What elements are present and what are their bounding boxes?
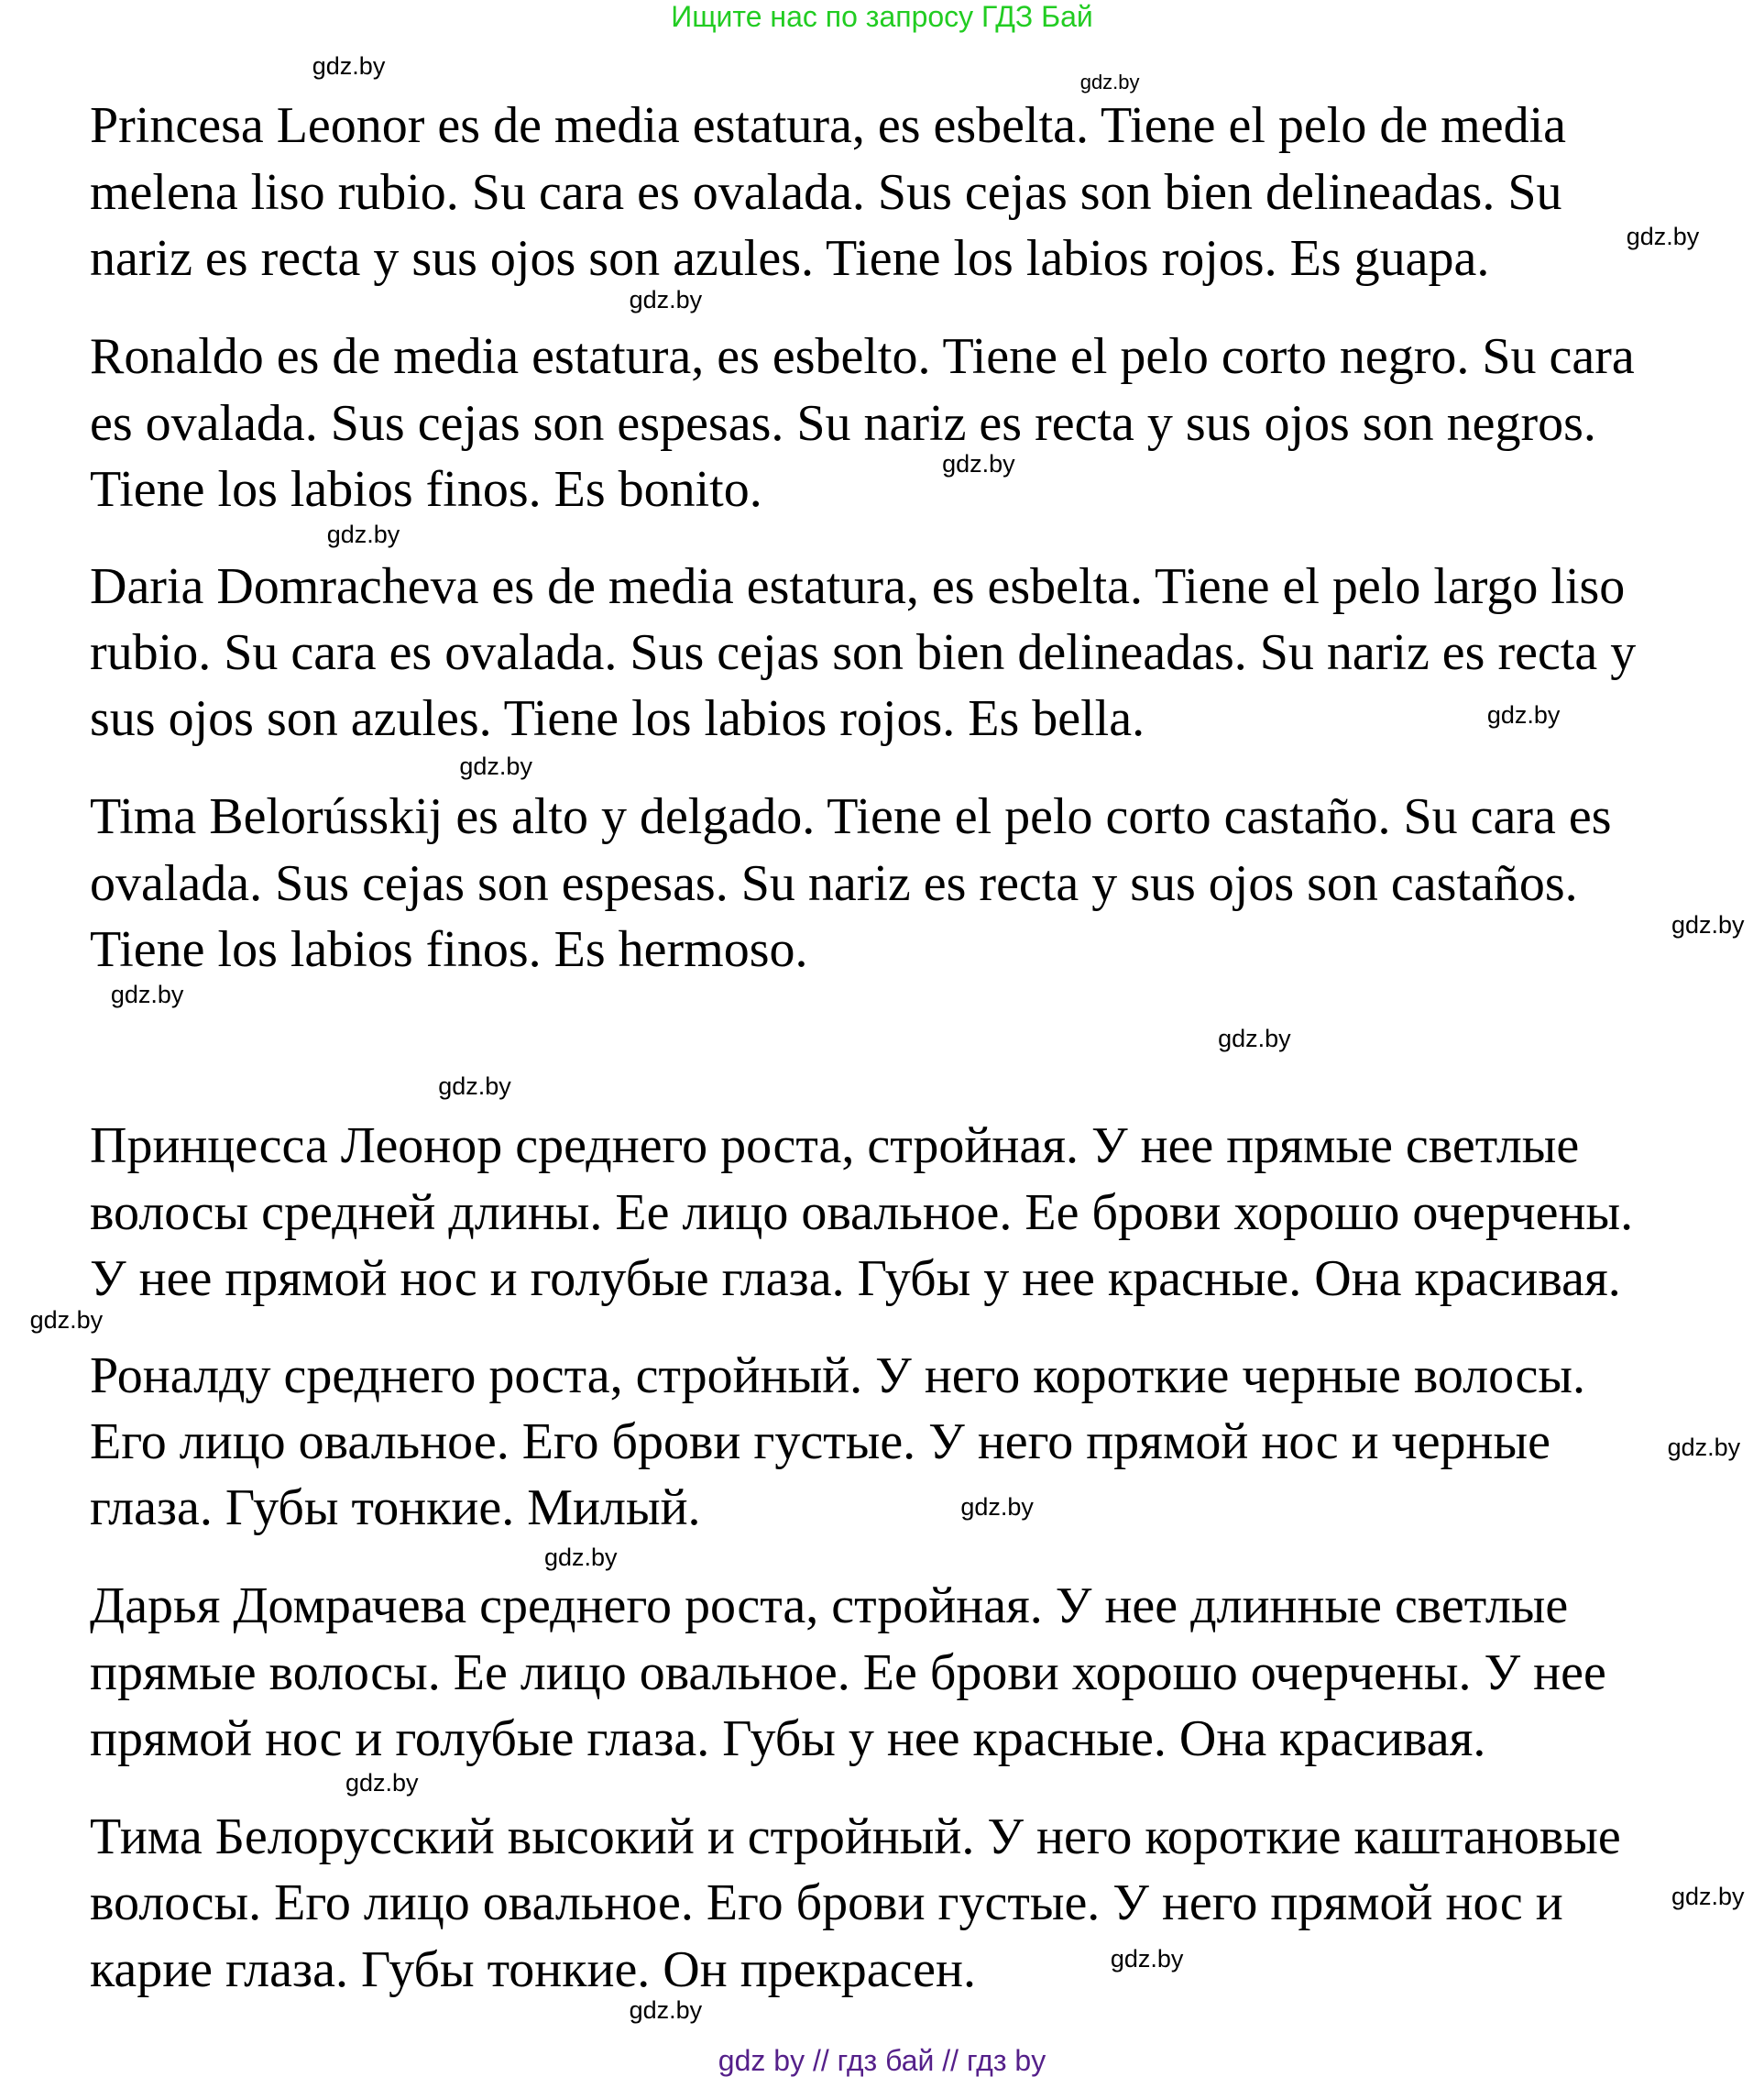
text-line: волосы средней длины. Ее лицо овальное. Ее брови хорошо очерчены. xyxy=(90,1183,1634,1241)
footer-banner: gdz by // гдз бай // гдз by xyxy=(718,2044,1046,2077)
watermark-text: gdz.by xyxy=(438,1072,511,1101)
text-line: Daria Domracheva es de media estatura, es esbelta. Tiene el pelo largo liso xyxy=(90,557,1626,615)
text-line: глаза. Губы тонкие. Милый. xyxy=(90,1479,701,1537)
watermark-text: gdz.by xyxy=(1110,1945,1184,1973)
watermark-text: gdz.by xyxy=(1667,1433,1741,1461)
watermark-text: gdz.by xyxy=(544,1543,618,1571)
watermark-text: gdz.by xyxy=(345,1768,419,1797)
text-line: sus ojos son azules. Tiene los labios rojos. Es bella. xyxy=(90,690,1145,748)
text-line: ovalada. Sus cejas son espesas. Su nariz es recta y sus ojos son castaños. xyxy=(90,854,1578,912)
text-line: Princesa Leonor es de media estatura, es esbelta. Tiene el pelo de media xyxy=(90,97,1567,155)
watermark-text: gdz.by xyxy=(1671,910,1745,939)
watermark-text: gdz.by xyxy=(29,1305,104,1334)
text-line: волосы. Его лицо овальное. Его брови густые. У него прямой нос и xyxy=(90,1874,1563,1932)
text-line: Дарья Домрачева среднего роста, стройная. У нее длинные светлые xyxy=(90,1577,1569,1635)
header-banner: Ищите нас по запросу ГДЗ Бай xyxy=(671,0,1093,33)
text-line: Ronaldo es de media estatura, es esbelto. Tiene el pelo corto negro. Su cara xyxy=(90,328,1635,386)
text-line: melena liso rubio. Su cara es ovalada. Sus cejas son bien delineadas. Su xyxy=(90,163,1562,221)
watermark-text: gdz.by xyxy=(459,753,532,781)
watermark-text: gdz.by xyxy=(312,52,386,81)
text-line: rubio. Su cara es ovalada. Sus cejas son bien delineadas. Su nariz es recta y xyxy=(90,623,1637,681)
watermark-text: gdz.by xyxy=(1218,1025,1291,1052)
watermark-text: gdz.by xyxy=(942,450,1015,478)
text-line: Tiene los labios finos. Es hermoso. xyxy=(90,921,808,979)
watermark-text: gdz.by xyxy=(1626,222,1700,250)
watermark-text: gdz.by xyxy=(110,981,184,1009)
text-line: Тима Белорусский высокий и стройный. У него короткие каштановые xyxy=(90,1808,1621,1866)
watermark-text: gdz.by xyxy=(1079,70,1140,93)
text-line: Его лицо овальное. Его брови густые. У него прямой нос и черные xyxy=(90,1412,1551,1470)
text-line: nariz es recta y sus ojos son azules. Tiene los labios rojos. Es guapa. xyxy=(90,230,1490,288)
text-line: es ovalada. Sus cejas son espesas. Su nariz es recta y sus ojos son negros. xyxy=(90,394,1596,452)
watermark-text: gdz.by xyxy=(629,1996,703,2025)
text-line: У нее прямой нос и голубые глаза. Губы у нее красные. Она красивая. xyxy=(90,1249,1621,1307)
text-line: карие глаза. Губы тонкие. Он прекрасен. xyxy=(90,1940,976,1998)
text-line: Принцесса Леонор среднего роста, стройная. У нее прямые светлые xyxy=(90,1117,1580,1175)
text-line: Tiene los labios finos. Es bonito. xyxy=(90,460,762,518)
watermark-text: gdz.by xyxy=(1486,700,1561,729)
watermark-text: gdz.by xyxy=(326,521,400,549)
text-line: прямой нос и голубые глаза. Губы у нее красные. Она красивая. xyxy=(90,1710,1486,1768)
text-line: Tima Belorússkij es alto y delgado. Tiene el pelo corto castaño. Su cara es xyxy=(90,788,1612,846)
watermark-text: gdz.by xyxy=(960,1492,1034,1521)
text-line: прямые волосы. Ее лицо овальное. Ее брови хорошо очерчены. У нее xyxy=(90,1643,1606,1701)
watermark-text: gdz.by xyxy=(1671,1883,1745,1911)
watermark-text: gdz.by xyxy=(629,286,703,314)
text-line: Роналду среднего роста, стройный. У него короткие черные волосы. xyxy=(90,1346,1585,1404)
